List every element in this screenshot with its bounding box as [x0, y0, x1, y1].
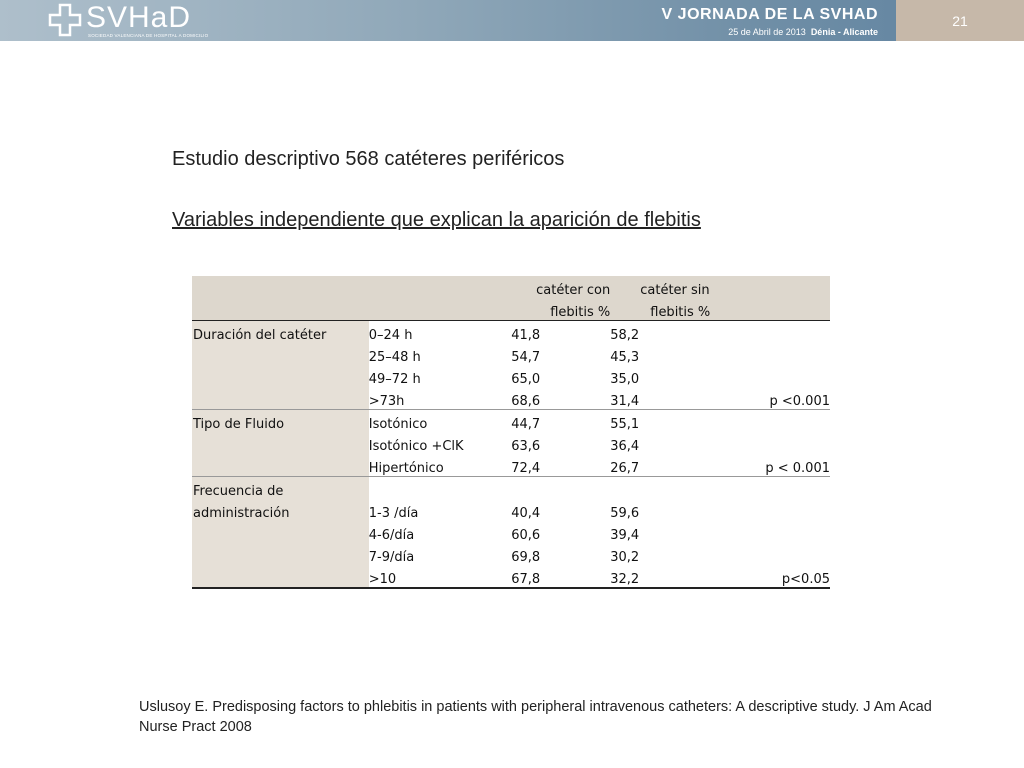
header-cell [192, 298, 369, 321]
table-row [192, 365, 830, 387]
p-value-cell [757, 499, 830, 521]
table-body [192, 321, 830, 589]
slide-heading: Estudio descriptivo 568 catéteres periféricos [172, 148, 565, 170]
p-value-cell [757, 477, 830, 500]
table-row [192, 343, 830, 365]
table-row [192, 499, 830, 521]
header-cell [757, 276, 830, 298]
without-phlebitis-cell: 30,2 [610, 550, 640, 565]
with-phlebitis-cell: 40,4 [511, 506, 541, 521]
header-cell: flebitis % [610, 298, 757, 321]
p-value-cell: p<0.05 [757, 565, 830, 588]
without-phlebitis-cell: 39,4 [610, 528, 640, 543]
category-cell: >73h [369, 387, 512, 410]
svhad-logo [48, 1, 209, 38]
without-phlebitis-cell: 58,2 [610, 328, 640, 343]
p-value-cell [757, 343, 830, 365]
p-value-cell [757, 521, 830, 543]
results-table [192, 276, 830, 589]
category-cell: 7-9/día [368, 550, 415, 565]
category-cell: >10 [369, 565, 512, 588]
reference-citation: Uslusoy E. Predisposing factors to phlebitis in patients with peripheral intravenous catheters: A descriptive study. J Am Acad Nurse Pract 2008 [139, 699, 932, 735]
slide-subheading: Variables independiente que explican la aparición de flebitis [172, 209, 701, 231]
with-phlebitis-cell: 72,4 [511, 454, 610, 477]
table-row [192, 454, 830, 477]
category-cell: 4-6/día [368, 528, 415, 543]
with-phlebitis-cell: 65,0 [511, 372, 541, 387]
variable-cell [192, 565, 369, 588]
variable-cell [192, 432, 369, 454]
without-phlebitis-cell [610, 477, 757, 500]
with-phlebitis-cell: 68,6 [511, 387, 610, 410]
logo-subtitle: SOCIEDAD VALENCIANA DE HOSPITAL A DOMICILIO [88, 33, 209, 38]
variable-cell: administración [192, 499, 369, 521]
variable-cell: Tipo de Fluido [192, 410, 369, 433]
with-phlebitis-cell: 41,8 [511, 328, 541, 343]
category-cell: 0–24 h [368, 328, 413, 343]
without-phlebitis-cell: 59,6 [610, 506, 640, 521]
p-value-cell [757, 410, 830, 433]
variable-cell [192, 521, 369, 543]
event-place: Dénia - Alicante [810, 27, 878, 37]
category-cell: Isotónico [368, 417, 428, 432]
p-value-cell [757, 543, 830, 565]
without-phlebitis-cell: 26,7 [610, 454, 757, 477]
table-row [192, 387, 830, 410]
category-cell: 49–72 h [368, 372, 421, 387]
category-cell: Isotónico +ClK [368, 439, 464, 454]
table-row [192, 565, 830, 588]
header-cell: catéter con [511, 276, 610, 298]
table-header-row [192, 298, 830, 321]
cross-logo-icon [48, 3, 82, 37]
p-value-cell [757, 321, 830, 344]
event-title: V JORNADA DE LA SVHAD [661, 6, 878, 23]
variable-cell [192, 387, 369, 410]
header-cell [369, 298, 512, 321]
category-cell [369, 477, 512, 500]
table-row [192, 432, 830, 454]
event-date: 25 de Abril de 2013 [728, 27, 806, 37]
with-phlebitis-cell: 60,6 [511, 528, 541, 543]
with-phlebitis-cell [511, 477, 610, 500]
p-value-cell [757, 432, 830, 454]
category-cell: 25–48 h [368, 350, 421, 365]
with-phlebitis-cell: 54,7 [511, 350, 541, 365]
without-phlebitis-cell: 55,1 [610, 417, 640, 432]
header-cell: catéter sin [610, 276, 757, 298]
p-value-cell [757, 365, 830, 387]
header-banner [0, 0, 1024, 41]
variable-cell [192, 343, 369, 365]
with-phlebitis-cell: 69,8 [511, 550, 541, 565]
table-header-row [192, 276, 830, 298]
without-phlebitis-cell: 36,4 [610, 439, 640, 454]
header-cell: flebitis % [511, 298, 610, 321]
variable-cell: Frecuencia de [192, 477, 369, 500]
with-phlebitis-cell: 63,6 [511, 439, 541, 454]
variable-cell [192, 454, 369, 477]
variable-cell [192, 365, 369, 387]
event-subtitle [728, 27, 878, 37]
logo-text: SVHaD [86, 1, 192, 34]
page-number-box [896, 0, 1024, 41]
variable-cell: Duración del catéter [192, 321, 369, 344]
table-row [192, 410, 830, 433]
header-cell [369, 276, 512, 298]
table-row [192, 477, 830, 500]
table-row [192, 321, 830, 344]
variable-cell [192, 543, 369, 565]
header-cell [192, 276, 369, 298]
table-row [192, 543, 830, 565]
header-cell [757, 298, 830, 321]
p-value-cell: p < 0.001 [757, 454, 830, 477]
with-phlebitis-cell: 67,8 [511, 565, 610, 588]
without-phlebitis-cell: 35,0 [610, 372, 640, 387]
category-cell: 1-3 /día [368, 506, 419, 521]
p-value-cell: p <0.001 [757, 387, 830, 410]
page-number: 21 [952, 12, 968, 29]
table-row [192, 521, 830, 543]
with-phlebitis-cell: 44,7 [511, 417, 541, 432]
category-cell: Hipertónico [369, 454, 512, 477]
without-phlebitis-cell: 45,3 [610, 350, 640, 365]
without-phlebitis-cell: 32,2 [610, 565, 757, 588]
without-phlebitis-cell: 31,4 [610, 387, 757, 410]
